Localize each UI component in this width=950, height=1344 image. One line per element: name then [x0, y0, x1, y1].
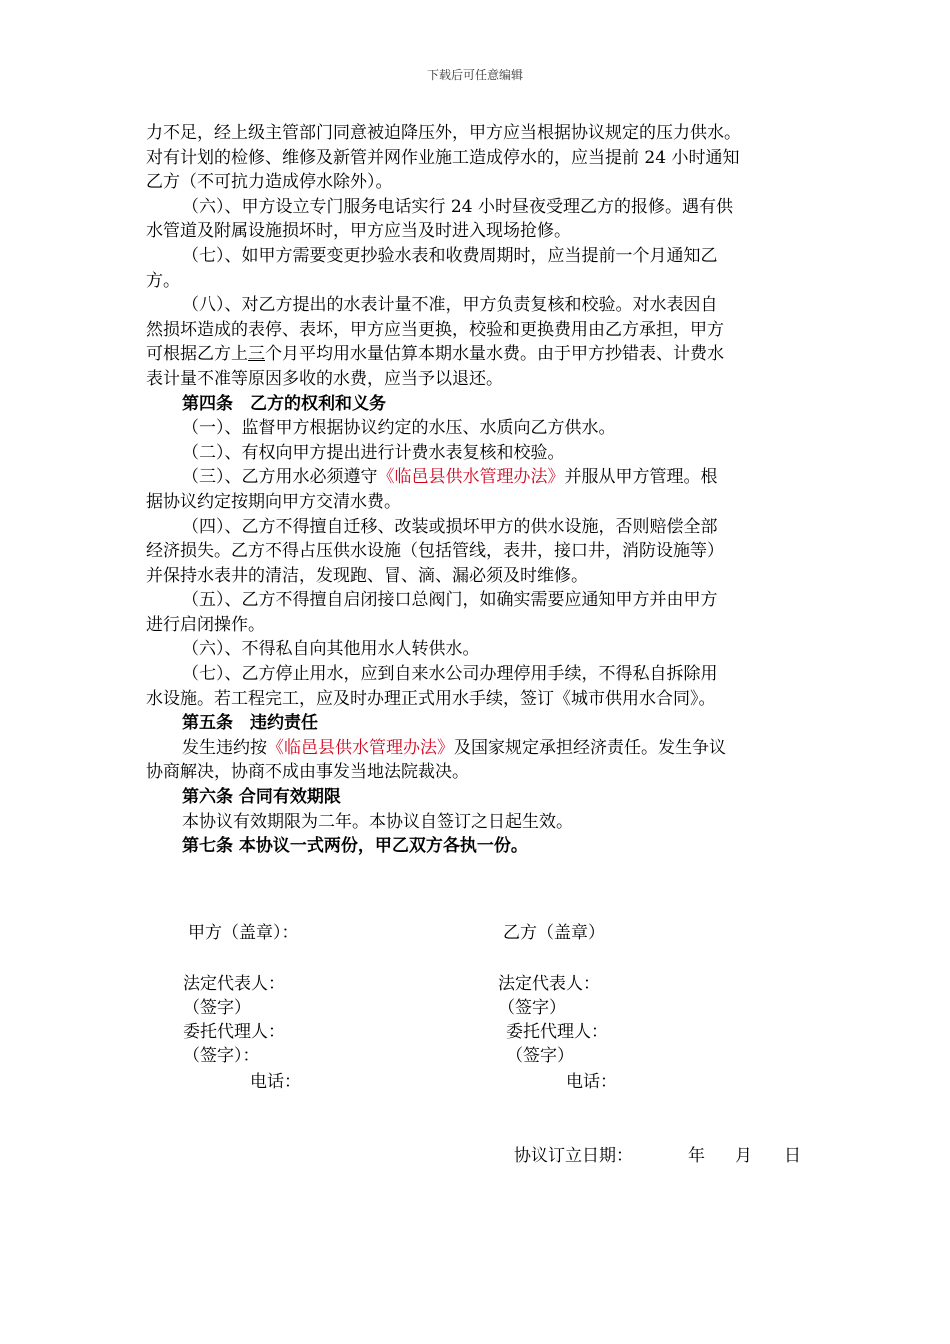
party-b-seal-label: 乙方（盖章） — [503, 923, 605, 943]
paragraph-line — [146, 465, 816, 490]
party-b-signature-label-1: （签字） — [498, 998, 566, 1018]
text-segment: 并保持水表井的清洁，发现跑、冒、滴、漏必须及时维修。 — [146, 565, 588, 586]
text-segment: （八）、对乙方提出的水表计量不准，甲方负责复核和校验。对水表因自 — [182, 295, 718, 316]
text-segment: （七）、如甲方需要变更抄验水表和收费周期时，应当提前一个月通知乙 — [182, 245, 718, 266]
text-segment: （四）、乙方不得擅自迁移、改装或损坏甲方的供水设施，否则赔偿全部 — [182, 516, 718, 537]
text-segment: 个月平均用水量估算本期水量水费。由于甲方抄错表、计费水 — [265, 344, 724, 365]
text-segment: 然损坏造成的表停、表坏，甲方应当更换，校验和更换费用由乙方承担，甲方 — [146, 319, 724, 340]
text-segment: 乙方（不可抗力造成停水除外）。 — [146, 172, 393, 193]
party-b-signature-label-2: （签字） — [506, 1046, 574, 1066]
paragraph-line — [146, 588, 816, 613]
text-segment: （二）、有权向甲方提出进行计费水表复核和校验。 — [182, 442, 565, 463]
text-segment: 本协议有效期限为二年。本协议自签订之日起生效。 — [182, 811, 573, 832]
paragraph-line — [146, 490, 816, 515]
text-segment: （七）、乙方停止用水，应到自来水公司办理停用手续，不得私自拆除用 — [182, 664, 718, 685]
text-segment: （六）、甲方设立专门服务电话实行 24 小时昼夜受理乙方的报修。遇有供 — [182, 196, 733, 217]
paragraph-line — [146, 662, 816, 687]
section-heading — [146, 834, 816, 859]
paragraph-line — [146, 121, 816, 146]
date-month: 月 — [735, 1146, 752, 1166]
text-segment: （三）、乙方用水必须遵守 — [182, 467, 378, 488]
text-segment: 经济损失。乙方不得占压供水设施（包括管线，表井，接口井，消防设施等） — [146, 541, 724, 562]
paragraph-line — [146, 293, 816, 318]
paragraph-line — [146, 441, 816, 466]
text-segment: 可根据乙方上 — [146, 344, 248, 365]
paragraph-line — [146, 564, 816, 589]
text-segment: 及国家规定承担经济责任。发生争议 — [454, 737, 726, 758]
party-b-phone-label: 电话： — [566, 1072, 617, 1092]
agreement-date-label: 协议订立日期： — [514, 1146, 633, 1166]
party-a-signature-label-1: （签字） — [183, 998, 251, 1018]
regulation-reference: 《临邑县供水管理办法》 — [377, 467, 565, 488]
paragraph-line — [146, 416, 816, 441]
party-a-legal-rep-label: 法定代表人： — [183, 974, 285, 994]
paragraph-line — [146, 195, 816, 220]
contract-body — [146, 121, 816, 859]
text-segment: 第五条 违约责任 — [182, 713, 318, 734]
paragraph-line — [146, 539, 816, 564]
date-year: 年 — [688, 1146, 705, 1166]
paragraph-line — [146, 760, 816, 785]
paragraph-line — [146, 810, 816, 835]
paragraph-line — [146, 637, 816, 662]
party-b-legal-rep-label: 法定代表人： — [498, 974, 600, 994]
party-b-agent-label: 委托代理人： — [506, 1022, 608, 1042]
text-segment: 第六条 合同有效期限 — [182, 787, 341, 808]
text-segment: 方。 — [146, 270, 180, 291]
section-heading — [146, 785, 816, 810]
paragraph-line — [146, 687, 816, 712]
paragraph-line — [146, 318, 816, 343]
text-segment: 水管道及附属设施损坏时，甲方应当及时进入现场抢修。 — [146, 221, 571, 242]
paragraph-line — [146, 342, 816, 367]
text-segment: （五）、乙方不得擅自启闭接口总阀门，如确实需要应通知甲方并由甲方 — [182, 590, 718, 611]
date-day: 日 — [784, 1146, 801, 1166]
paragraph-line — [146, 367, 816, 392]
underlined-text: 三 — [248, 344, 265, 365]
paragraph-line — [146, 613, 816, 638]
party-a-agent-label: 委托代理人： — [183, 1022, 285, 1042]
paragraph-line — [146, 170, 816, 195]
paragraph-line — [146, 736, 816, 761]
party-a-phone-label: 电话： — [250, 1072, 301, 1092]
regulation-reference: 《临邑县供水管理办法》 — [267, 737, 454, 758]
paragraph-line — [146, 244, 816, 269]
text-segment: （六）、不得私自向其他用水人转供水。 — [182, 639, 480, 660]
section-heading — [146, 711, 816, 736]
text-segment: （一）、监督甲方根据协议约定的水压、水质向乙方供水。 — [182, 418, 616, 439]
text-segment: 表计量不准等原因多收的水费，应当予以退还。 — [146, 368, 503, 389]
party-a-signature-label-2: （签字）： — [183, 1046, 260, 1066]
text-segment: 进行启闭操作。 — [146, 614, 265, 635]
section-heading — [146, 392, 816, 417]
text-segment: 水设施。若工程完工，应及时办理正式用水手续，签订《城市供用水合同》。 — [146, 688, 716, 709]
party-a-seal-label: 甲方（盖章）： — [188, 923, 299, 943]
paragraph-line — [146, 219, 816, 244]
text-segment: 第四条 乙方的权利和义务 — [182, 393, 386, 414]
paragraph-line — [146, 515, 816, 540]
text-segment: 力不足，经上级主管部门同意被迫降压外，甲方应当根据协议规定的压力供水。 — [146, 123, 741, 143]
paragraph-line — [146, 269, 816, 294]
text-segment: 协商解决，协商不成由事发当地法院裁决。 — [146, 762, 469, 783]
page-header: 下载后可任意编辑 — [426, 68, 523, 82]
paragraph-line — [146, 146, 816, 171]
text-segment: 并服从甲方管理。根 — [564, 467, 718, 488]
text-segment: 对有计划的检修、维修及新管并网作业施工造成停水的，应当提前 24 小时通知 — [146, 147, 740, 168]
text-segment: 发生违约按 — [182, 737, 267, 758]
text-segment: 第七条 本协议一式两份，甲乙双方各执一份。 — [182, 836, 528, 857]
text-segment: 据协议约定按期向甲方交清水费。 — [146, 491, 401, 512]
